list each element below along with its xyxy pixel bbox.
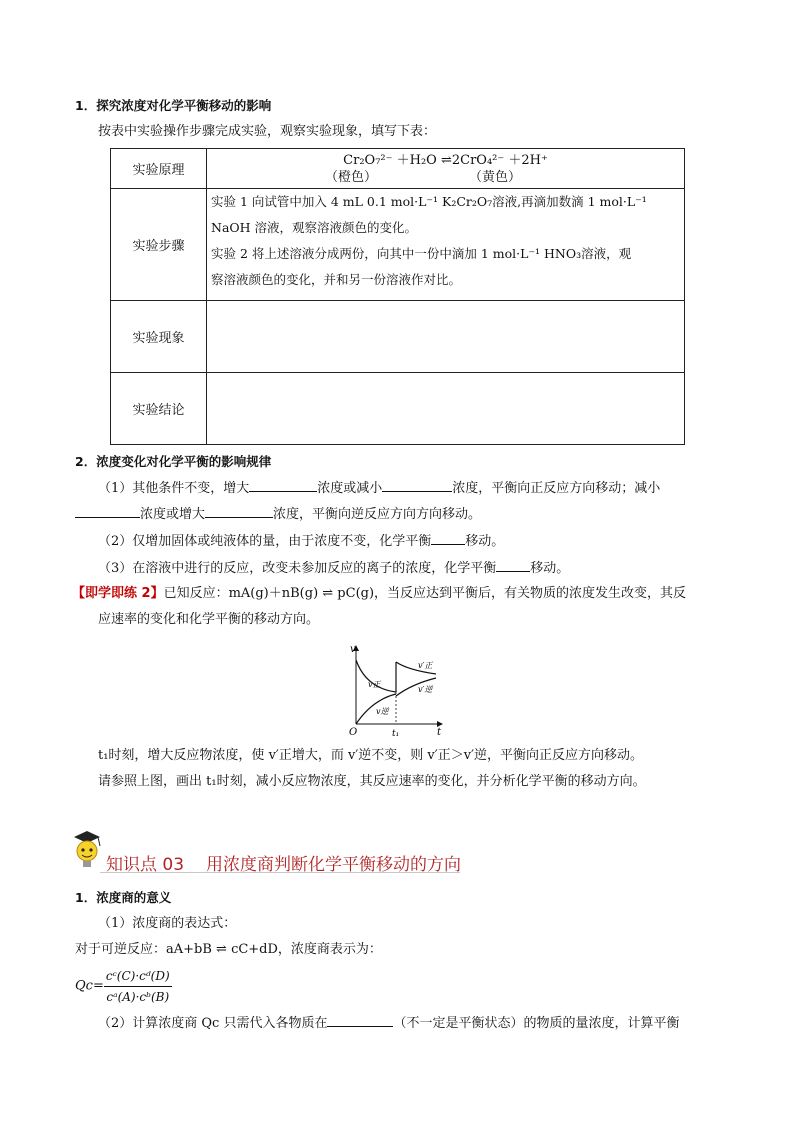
origin-label: O: [349, 727, 358, 738]
t1-label: t₁: [392, 729, 400, 739]
principle-equation: Cr₂O₇²⁻ ＋H₂O ⇌2CrO₄²⁻ ＋2H⁺: [343, 152, 548, 168]
rule-1-line-2: 浓度或增大 浓度，平衡向逆反应方向方向移动。: [75, 503, 481, 525]
blank-4[interactable]: [205, 503, 273, 518]
rule-3-line: （3）在溶液中进行的反应，改变未参加反应的离子的浓度，化学平衡 移动。: [98, 557, 569, 579]
practice-line-1: 【即学即练 2】已知反应：mA(g)＋nB(g) ⇌ pC(g)，当反应达到平衡后，有关物质的浓度发生改变，其反: [72, 586, 687, 601]
y-axis-label: v: [350, 644, 356, 655]
blank-6[interactable]: [496, 557, 530, 572]
rule-1-line: （1）其他条件不变，增大 浓度或减小 浓度，平衡向正反应方向移动；减小: [98, 477, 660, 499]
phenomenon-cell[interactable]: [207, 301, 685, 373]
formula-numerator: cᶜ(C)·cᵈ(D): [104, 966, 172, 987]
color-yellow: （黄色）: [469, 169, 522, 185]
experiment-table: [110, 148, 685, 445]
row-conclusion-label: 实验结论: [111, 373, 207, 445]
knowledge-point-title: 用浓度商判断化学平衡移动的方向: [206, 855, 462, 875]
section-1-title: 1．探究浓度对化学平衡移动的影响: [75, 98, 272, 113]
rate-time-graph: [338, 640, 458, 740]
step2-line1: 实验 2 将上述溶液分成两份，向其中一份中滴加 1 mol·L⁻¹ HNO₃溶液，观: [211, 246, 632, 261]
blank-5[interactable]: [431, 530, 465, 545]
color-orange: （橙色）: [325, 169, 378, 185]
section-2-title: 2．浓度变化对化学平衡的影响规律: [75, 454, 272, 469]
v-reverse-prime-label: v′逆: [418, 685, 433, 694]
knowledge-point-label: 知识点 03: [106, 855, 185, 875]
conclusion-cell[interactable]: [207, 373, 685, 445]
blank-1[interactable]: [249, 477, 317, 492]
heading-underline: [100, 872, 460, 873]
bulb-mascot-icon: [70, 828, 104, 870]
blank-7[interactable]: [327, 1012, 393, 1027]
quotient-expression-heading: （1）浓度商的表达式：: [98, 916, 237, 931]
quotient-note-line: （2）计算浓度商 Qc 只需代入各物质在 （不一定是平衡状态）的物质的量浓度，计算平衡: [98, 1012, 680, 1034]
step1-line1: 实验 1 向试管中加入 4 mL 0.1 mol·L⁻¹ K₂Cr₂O₇溶液,再滴加数滴 1 mol·L⁻¹: [211, 194, 647, 209]
practice-line-3: t₁时刻，增大反应物浓度，使 v′正增大，而 v′逆不变，则 v′正＞v′逆，平衡向正反应方向移动。: [98, 748, 644, 763]
practice-line-4: 请参照上图，画出 t₁时刻，减小反应物浓度，其反应速率的变化，并分析化学平衡的移动方向。: [98, 774, 646, 789]
row-principle-label: 实验原理: [111, 149, 207, 189]
step2-line2: 察溶液颜色的变化，并和另一份溶液作对比。: [211, 272, 462, 287]
v-reverse-label: v逆: [376, 707, 389, 716]
blank-3[interactable]: [75, 503, 140, 518]
section-1-intro: 按表中实验操作步骤完成实验，观察实验现象，填写下表：: [98, 124, 437, 139]
reversible-reaction-line: 对于可逆反应：aA+bB ⇌ cC+dD，浓度商表示为：: [75, 942, 382, 957]
row-steps-label: 实验步骤: [111, 189, 207, 301]
row-phenomenon-label: 实验现象: [111, 301, 207, 373]
section-3-title: 1．浓度商的意义: [75, 890, 172, 905]
v-forward-prime-label: v′正: [418, 661, 433, 670]
formula-denominator: cᵃ(A)·cᵇ(B): [106, 990, 170, 1004]
practice-line-2: 应速率的变化和化学平衡的移动方向。: [98, 612, 320, 627]
rule-2-line: （2）仅增加固体或纯液体的量，由于浓度不变，化学平衡 移动。: [98, 530, 504, 552]
step1-line2: NaOH 溶液，观察溶液颜色的变化。: [211, 220, 418, 235]
x-axis-label: t: [437, 727, 442, 738]
quotient-formula: Qc= $\frac{\text{cᶜ(C)·cᵈ(D)}}{\text{cᵃ(A)·cᵇ(B)}}$: [75, 966, 172, 1007]
practice-tag: 【即学即练 2】: [72, 586, 164, 601]
blank-2[interactable]: [382, 477, 452, 492]
v-forward-label: v正: [368, 680, 381, 689]
